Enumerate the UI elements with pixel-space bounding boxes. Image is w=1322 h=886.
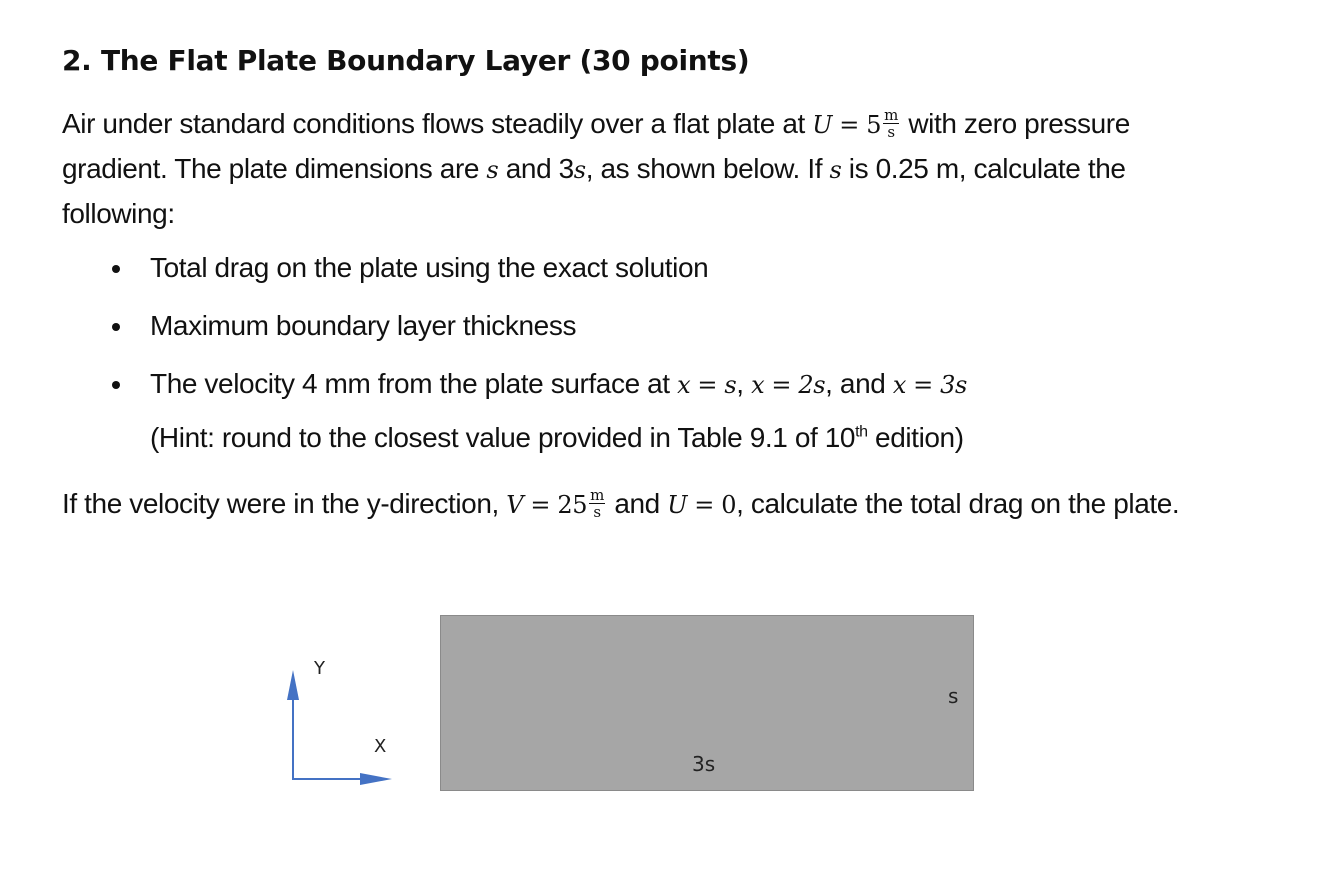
hint-post: edition) (867, 422, 964, 453)
hint-pre: (Hint: round to the closest value provided in Table 9.1 of 10 (150, 422, 856, 453)
second-text-1: If the velocity were in the y-direction, (62, 488, 507, 519)
math-U: U (812, 111, 833, 139)
unit-numerator: m (590, 486, 604, 505)
math-x-eq-3s: x = 3s (892, 371, 967, 399)
math-s: s (829, 156, 842, 184)
second-text-3: , calculate the total drag on the plate. (736, 488, 1180, 519)
problem-title: 2. The Flat Plate Boundary Layer (30 points) (62, 44, 750, 77)
unit-denominator: s (593, 503, 601, 522)
task-max-thickness: Maximum boundary layer thickness (150, 310, 577, 341)
math-equals-0: = 0 (687, 491, 737, 519)
math-U: U (667, 491, 688, 519)
math-equals-5: = 5 (832, 111, 882, 139)
plate-width-label: 3s (692, 752, 716, 776)
intro-text-5: is 0.25 m, calculate the following: (62, 153, 1126, 229)
plate-height-label: s (948, 684, 959, 708)
math-x-eq-s: x = s (677, 371, 737, 399)
y-axis-arrowhead-icon (287, 670, 299, 700)
x-axis-arrowhead-icon (360, 773, 392, 785)
second-text-2: and (606, 488, 668, 519)
comma: , (736, 368, 752, 399)
unit-denominator: s (887, 123, 895, 142)
intro-text-1: Air under standard conditions flows steadily over a flat plate at (62, 108, 813, 139)
axis-x-label: X (374, 736, 387, 757)
math-s: s (573, 156, 586, 184)
axis-y-label: Y (314, 658, 325, 679)
math-s: s (486, 156, 499, 184)
hint-superscript: th (855, 423, 868, 441)
intro-text-3: and 3 (498, 153, 574, 184)
task-total-drag: Total drag on the plate using the exact solution (150, 252, 709, 283)
unit-numerator: m (884, 106, 898, 125)
math-x-eq-2s: x = 2s (751, 371, 826, 399)
intro-text-2: with zero pressure gradient. The plate dimensions are (62, 108, 1130, 184)
intro-text-4: , as shown below. If (585, 153, 830, 184)
and-text: , and (825, 368, 893, 399)
task-velocity-text: The velocity 4 mm from the plate surface at (150, 368, 678, 399)
math-equals-25: = 25 (523, 491, 588, 519)
math-V: V (506, 491, 524, 519)
